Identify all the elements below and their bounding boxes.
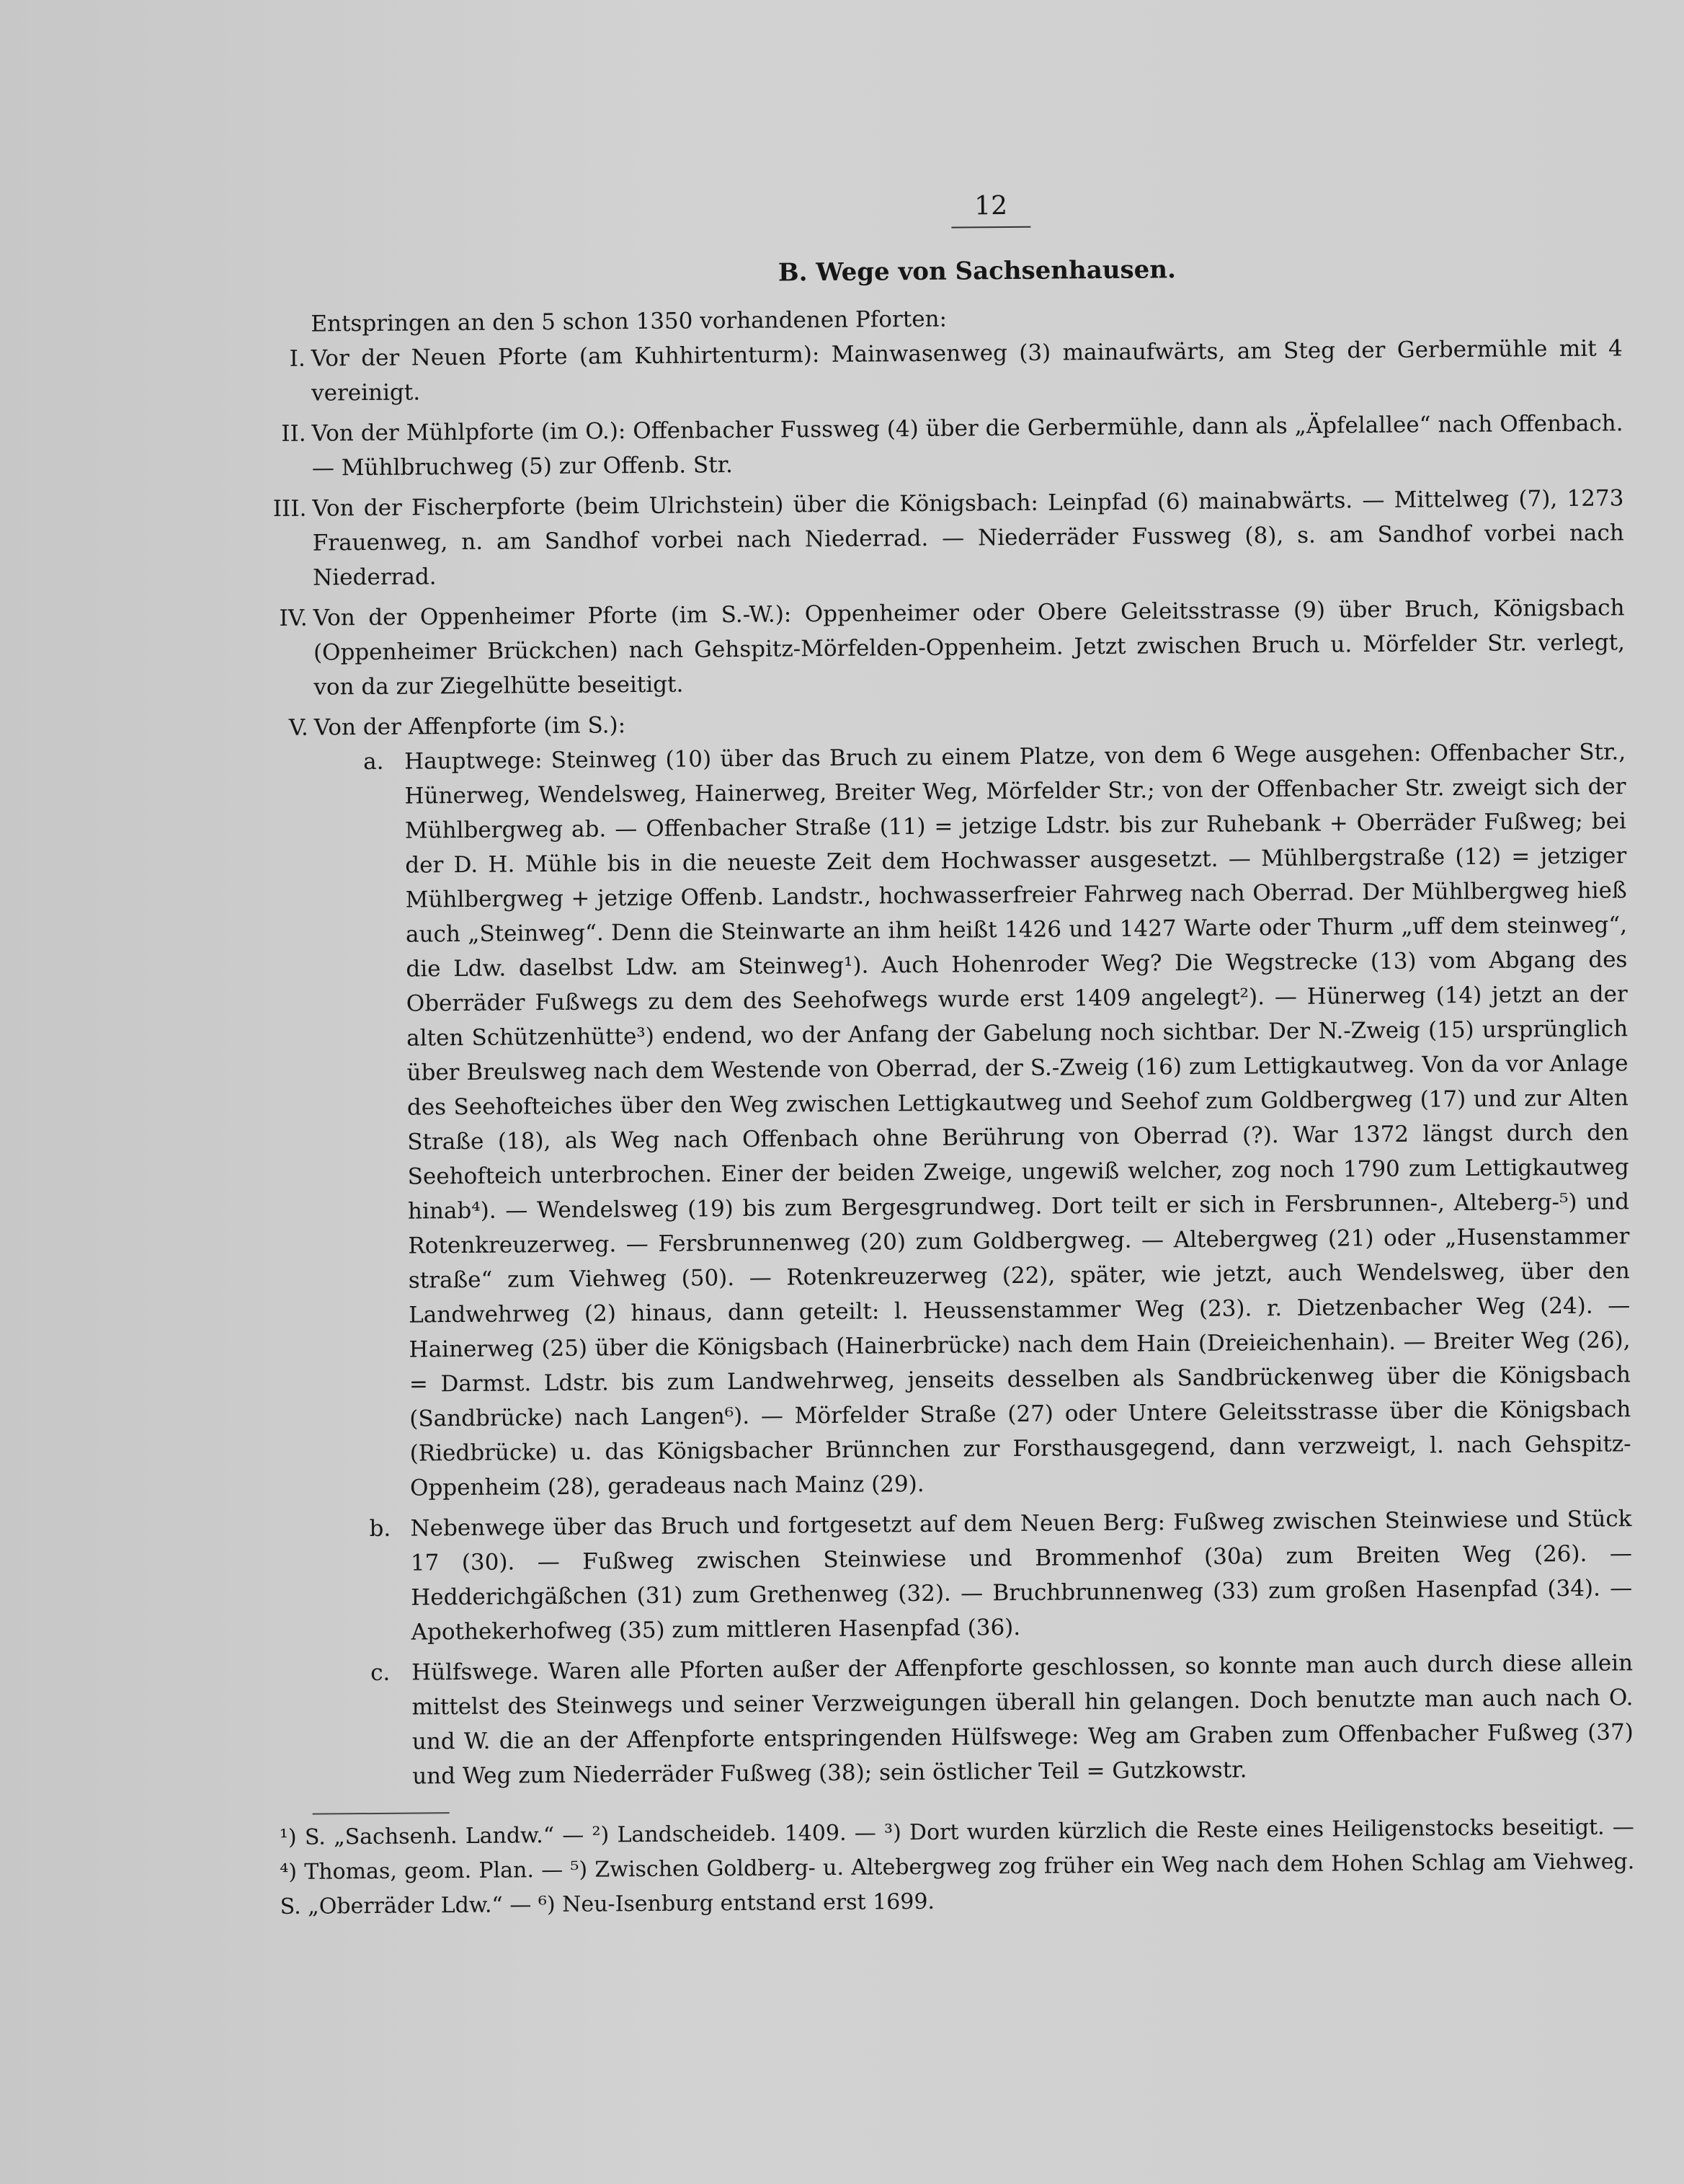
subsection-main-roads	[278, 734, 1631, 1506]
gate-item	[272, 481, 1624, 595]
gate-item	[275, 406, 1623, 486]
footnote-rule	[313, 1812, 450, 1814]
subsection-label: b.	[369, 1515, 391, 1542]
section-title: B. Wege von Sachsenhausen.	[778, 255, 1177, 288]
page-number: 12	[974, 191, 1008, 221]
gate-item	[275, 331, 1623, 411]
gate-number: V.	[288, 714, 308, 741]
gate-number: I.	[289, 345, 306, 372]
page-number-rule	[951, 226, 1030, 228]
gate-text: Von der Mühlpforte (im O.): Offenbacher Fussweg (4) über die Gerbermühle, dann als „Äpfelallee“ nach Offenbach. — Mühlbruchweg (5) zur Offenb. Str.	[311, 410, 1623, 481]
subsection-side-roads	[284, 1501, 1632, 1651]
subsection-text: Hülfswege. Waren alle Pforten außer der Affenpforte geschlossen, so konnte man auch durch diese allein mittelst des Steinwegs und seiner Verzweigungen überall hin gelangen. Doch benutzte man auch nach O. und W. die an der Affenpforte entspringenden Hülfswege: Weg am Graben zum Offenbacher Fußweg (37) und Weg zum Niederräder Fußweg (38); sein östlicher Teil = Gutzkowstr.	[411, 1650, 1634, 1790]
gate-text: Von der Affenpforte (im S.):	[313, 712, 626, 741]
gate-number: II.	[281, 420, 306, 447]
subsection-text: Hauptwege: Steinweg (10) über das Bruch zu einem Platze, von dem 6 Wege ausgehen: Offenbacher Str., Hünerweg, Wendelsweg, Hainerweg, Breiter Weg, Mörfelder Str.; von der Offenbacher Str. zweigt sich der Mühlbergweg ab. — Offenbacher Straße (11) = jetzige Ldstr. bis zur Ruhebank + Oberräder Fußweg; bei der D. H. Mühle bis in die neueste Zeit dem Hochwasser ausgesetzt. — Mühlbergstraße (12) = jetziger Mühlbergweg + jetzige Offenb. Landstr., hochwasserfreier Fahrweg nach Oberrad. Der Mühlbergweg hieß auch „Steinweg“. Denn die Steinwarte an ihm heißt 1426 und 1427 Warte oder Thurm „uff dem steinweg“, die Ldw. daselbst Ldw. am Steinweg¹). Auch Hohenroder Weg? Die Wegstrecke (13) vom Abgang des Oberräder Fußwegs zu dem des Seehofwegs wurde erst 1409 angelegt²). — Hünerweg (14) jetzt an der alten Schützenhütte³) endend, wo der Anfang der Gabelung noch sichtbar. Der N.-Zweig (15) ursprünglich über Breulsweg nach dem Westende von Oberrad, der S.-Zweig (16) zum Lettigkautweg. Von da vor Anlage des Seehofteiches über den Weg zwischen Lettigkautweg und Seehof zum Goldbergweg (17) und zur Alten Straße (18), als Weg nach Offenbach ohne Berührung von Oberrad (?). War 1372 längst durch den Seehofteich unterbrochen. Einer der beiden Zweige, ungewiß welcher, zog noch 1790 zum Lettigkautweg hinab⁴). — Wendelsweg (19) bis zum Bergesgrundweg. Dort teilt er sich in Fersbrunnen-, Alteberg-⁵) und Rotenkreuzerweg. — Fersbrunnenweg (20) zum Goldbergweg. — Altebergweg (21) oder „Husenstammer straße“ zum Viehweg (50). — Rotenkreuzerweg (22), später, wie jetzt, auch Wendelsweg, über den Landwehrweg (2) hinaus, dann geteilt: l. Heussenstammer Weg (23). r. Dietzenbacher Weg (24). — Hainerweg (25) über die Königsbach (Hainerbrücke) nach dem Hain (Dreieichenhain). — Breiter Weg (26), = Darmst. Ldstr. bis zum Landwehrweg, jenseits desselben als Sandbrückenweg über die Königsbach (Sandbrücke) nach Langen⁶). — Mörfelder Straße (27) oder Untere Geleitsstrasse über die Königsbach (Riedbrücke) u. das Königsbacher Brünnchen zur Forsthausgegend, dann verzweigt, l. nach Gehspitz-Oppenheim (28), geradeaus nach Mainz (29).	[404, 739, 1631, 1501]
subsection-label: a.	[363, 748, 384, 776]
gate-text: Von der Oppenheimer Pforte (im S.-W.): Oppenheimer oder Obere Geleitsstrasse (9) über Bruch, Königsbach (Oppenheimer Brückchen) nach Gehspitz-Mörfelden-Oppenheim. Jetzt zwischen Bruch u. Mörfelder Str. verlegt, von da zur Ziegelhütte beseitigt.	[313, 595, 1626, 701]
gate-item	[277, 590, 1625, 705]
gate-text: Vor der Neuen Pforte (am Kuhhirtenturm): Mainwasenweg (3) mainaufwärts, am Steg der Gerbermühle mit 4 vereinigt.	[311, 335, 1623, 407]
subsection-label: c.	[370, 1659, 391, 1687]
footnotes: ¹) S. „Sachsenh. Landw.“ — ²) Landscheideb. 1409. — ³) Dort wurden kürzlich die Reste eines Heiligenstocks beseitigt. — ⁴) Thomas, geom. Plan. — ⁵) Zwischen Goldberg- u. Altebergweg zog früher ein Weg nach dem Hohen Schlag am Viehweg. S. „Oberräder Ldw.“ — ⁶) Neu-Isenburg entstand erst 1699.	[279, 1814, 1635, 1920]
gate-number: IV.	[279, 605, 308, 631]
subsection-auxiliary-roads	[285, 1646, 1634, 1795]
page-content	[274, 184, 1635, 1925]
intro-text: Entspringen an den 5 schon 1350 vorhandenen Pforten:	[311, 306, 948, 337]
gate-text: Von der Fischerpforte (beim Ulrichstein) über die Königsbach: Leinpfad (6) mainabwärts. — Mittelweg (7), 1273 Frauenweg, n. am Sandhof vorbei nach Niederrad. — Niederräder Fussweg (8), s. am Sandhof vorbei nach Niederrad.	[312, 485, 1624, 591]
gate-number: III.	[272, 495, 307, 523]
subsection-text: Nebenwege über das Bruch und fortgesetzt auf dem Neuen Berg: Fußweg zwischen Steinwiese und Stück 17 (30). — Fußweg zwischen Steinwiese und Brommenhof (30a) zum Breiten Weg (26). — Hedderichgäßchen (31) zum Grethenweg (32). — Bruchbrunnenweg (33) zum großen Hasenpfad (34). — Apothekerhofweg (35) zum mittleren Hasenpfad (36).	[410, 1506, 1633, 1646]
